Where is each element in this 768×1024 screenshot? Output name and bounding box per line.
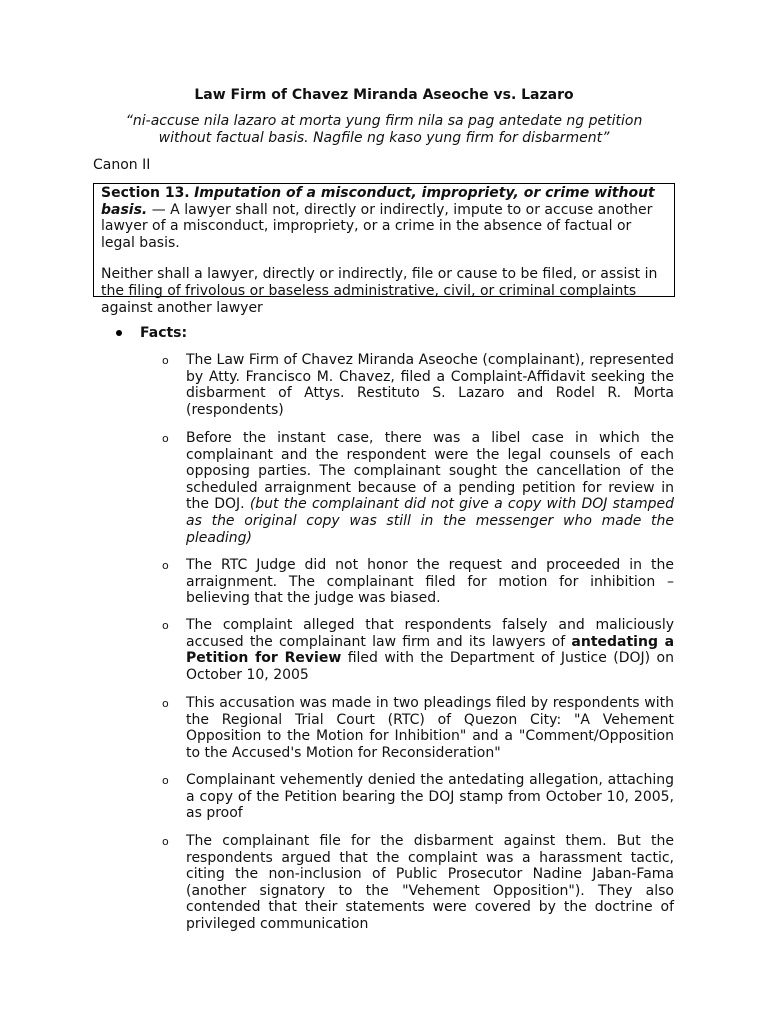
rule-paragraph-2: Neither shall a lawyer, directly or indirectly, file or cause to be filed, or assist in the filing of frivolous or baseless administrative, civil, or criminal complaints against another lawyer [101, 266, 658, 316]
fact-text [186, 430, 674, 546]
fact-text-bold: antedating a Petition for Review [186, 633, 675, 667]
fact-text: The Law Firm of Chavez Miranda Aseoche (complainant), represented by Atty. Francisco M. Chavez, filed a Complaint-Affidavit seeking the disbarment of Attys. Restituto S. Lazaro and Rodel R. Morta (respondents) [186, 352, 674, 418]
fact-text: The complainant file for the disbarment against them. But the respondents argued that the complaint was a harassment tactic, citing the non-inclusion of Public Prosecutor Nadine Jaban-Fama (another signatory to the "Vehement Opposition"). They also contended that their statements were covered by the doctrine of privileged communication [186, 833, 674, 932]
fact-text-pre: The complaint alleged that respondents falsely and maliciously accused the complainant law firm and its lawyers of [186, 617, 674, 650]
list-marker: o [162, 619, 169, 632]
fact-item-2 [160, 430, 674, 546]
list-marker: o [162, 354, 169, 367]
fact-item-6 [160, 772, 674, 822]
rule-text-1: — A lawyer shall not, directly or indirectly, impute to or accuse another lawyer of a misconduct, impropriety, or a crime in the absence of factual or legal basis. [101, 201, 653, 251]
canon-label: Canon II [93, 157, 151, 173]
section-label: Section 13. [101, 185, 190, 201]
fact-text-italic: (but the complainant did not give a copy with DOJ stamped as the original copy was still in the messenger who made the pleading) [186, 496, 674, 546]
fact-text: Complainant vehemently denied the antedating allegation, attaching a copy of the Petition bearing the DOJ stamp from October 10, 2005, as proof [186, 772, 674, 822]
list-marker: o [162, 774, 169, 787]
fact-text: This accusation was made in two pleadings filed by respondents with the Regional Trial Court (RTC) of Quezon City: "A Vehement Opposition to the Motion for Inhibition" and a "Comment/Opposition to the Accused's Motion for Reconsideration" [186, 695, 674, 761]
fact-item-4 [160, 617, 674, 683]
fact-item-7 [160, 833, 674, 933]
fact-text-post: filed with the Department of Justice (DOJ) on October 10, 2005 [186, 650, 674, 683]
rule-paragraph-1 [101, 185, 667, 251]
section-title: Imputation of a misconduct, impropriety, or crime without basis. [101, 185, 655, 218]
summary-quote: “ni-accuse nila lazaro at morta yung firm nila sa pag antedate ng petition without factual basis. Nagfile ng kaso yung firm for disbarment” [125, 113, 643, 146]
list-marker: o [162, 559, 169, 572]
fact-item-5 [160, 695, 674, 761]
facts-label: Facts: [140, 325, 188, 341]
fact-text: The RTC Judge did not honor the request and proceeded in the arraignment. The complainant filed for motion for inhibition – believing that the judge was biased. [186, 557, 674, 607]
fact-item-3 [160, 557, 674, 607]
rule-box [93, 183, 675, 316]
page-title: Law Firm of Chavez Miranda Aseoche vs. Lazaro [194, 87, 574, 103]
list-marker: o [162, 432, 169, 445]
fact-text [186, 617, 674, 683]
fact-item-1 [160, 352, 674, 418]
facts-heading [114, 325, 187, 342]
bullet-icon [116, 330, 122, 336]
fact-text-plain: Before the instant case, there was a libel case in which the complainant and the respondent were the legal counsels of each opposing parties. The complainant sought the cancellation of the scheduled arraignment because of a pending petition for review in the DOJ. [186, 430, 674, 513]
list-marker: o [162, 835, 169, 848]
list-marker: o [162, 697, 169, 710]
